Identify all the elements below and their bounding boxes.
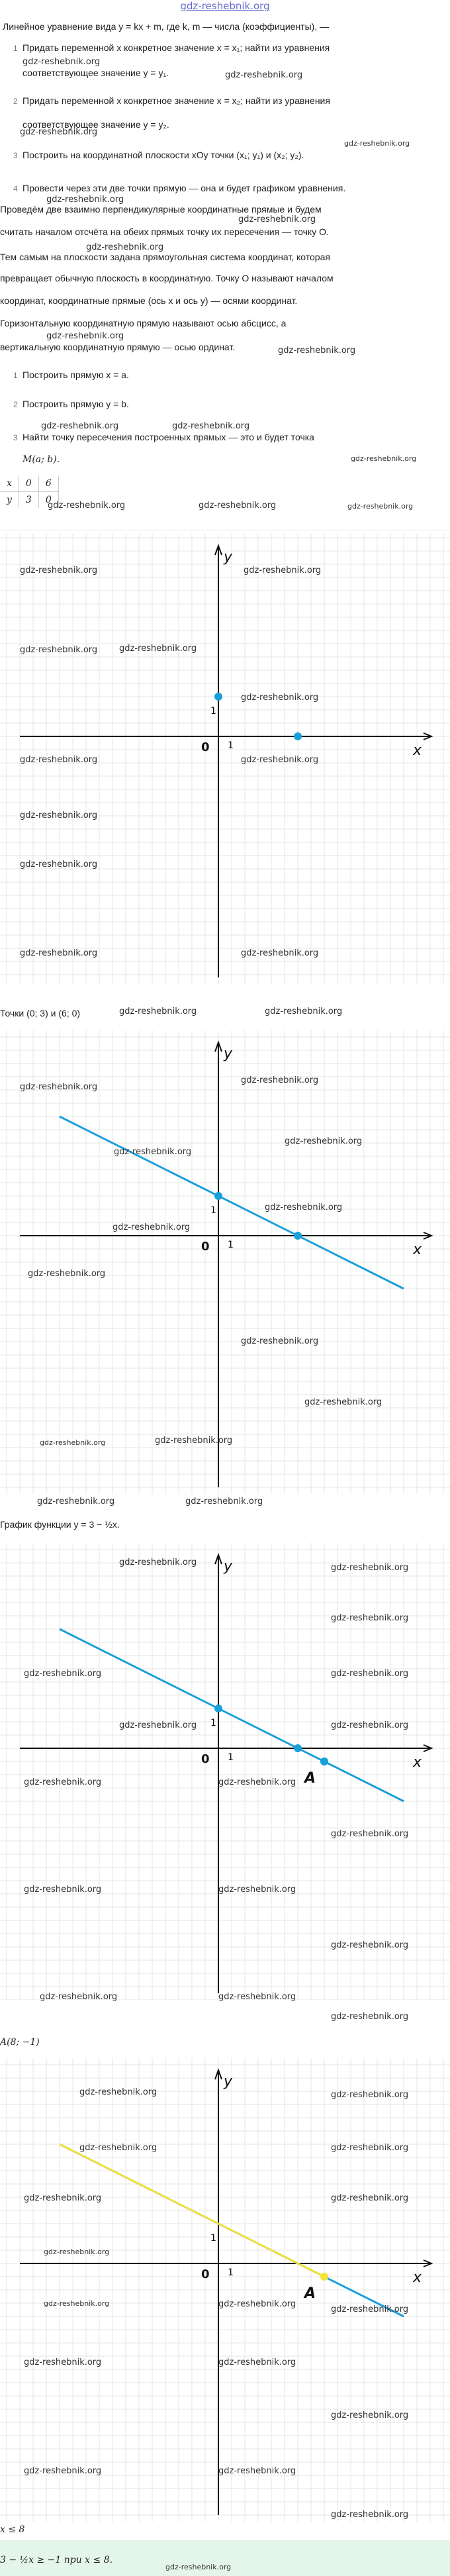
watermark: gdz-reshebnik.org bbox=[218, 2299, 296, 2309]
caption-point-a: A(8; −1) bbox=[0, 2037, 40, 2048]
watermark: gdz-reshebnik.org bbox=[165, 2563, 232, 2571]
data-point bbox=[214, 1705, 222, 1712]
answer-statement: 3 − ½x ≥ −1 при x ≤ 8. bbox=[0, 2555, 113, 2565]
site-watermark-link[interactable]: gdz-reshebnik.org bbox=[180, 0, 270, 12]
grid-lines bbox=[0, 1543, 450, 2000]
answer-inequality: x ≤ 8 bbox=[0, 2524, 25, 2535]
watermark: gdz-reshebnik.org bbox=[20, 811, 98, 820]
watermark: gdz-reshebnik.org bbox=[331, 1613, 409, 1623]
table-cell: 0 bbox=[38, 492, 58, 509]
watermark: gdz-reshebnik.org bbox=[304, 1397, 382, 1407]
origin-label: 0 bbox=[201, 1752, 210, 1766]
watermark: gdz-reshebnik.org bbox=[331, 2510, 409, 2520]
watermark: gdz-reshebnik.org bbox=[238, 215, 316, 224]
watermark: gdz-reshebnik.org bbox=[79, 2143, 158, 2153]
watermark: gdz-reshebnik.org bbox=[24, 1777, 102, 1787]
watermark: gdz-reshebnik.org bbox=[20, 948, 98, 958]
unit-label-x: 1 bbox=[228, 1240, 234, 1250]
step-number: 1 bbox=[13, 44, 18, 53]
watermark: gdz-reshebnik.org bbox=[285, 1136, 363, 1146]
point-a bbox=[320, 1758, 328, 1765]
point-a-label: A bbox=[304, 2285, 316, 2302]
watermark: gdz-reshebnik.org bbox=[20, 755, 98, 765]
watermark: gdz-reshebnik.org bbox=[331, 2410, 409, 2420]
step-4-text: Провести через эти две точки прямую — она и будет графиком уравнения. bbox=[22, 183, 346, 193]
watermark: gdz-reshebnik.org bbox=[241, 693, 319, 703]
y-axis-label: y bbox=[224, 549, 233, 566]
unit-label-y: 1 bbox=[210, 1718, 216, 1728]
watermark: gdz-reshebnik.org bbox=[218, 1992, 296, 2002]
watermark: gdz-reshebnik.org bbox=[218, 2357, 296, 2367]
watermark: gdz-reshebnik.org bbox=[241, 948, 319, 958]
step-1-text-cont: соответствующее значение y = y₁. bbox=[22, 68, 169, 78]
watermark: gdz-reshebnik.org bbox=[20, 860, 98, 869]
watermark: gdz-reshebnik.org bbox=[46, 331, 124, 341]
algorithm-step-3-cont: M(a; b). bbox=[22, 454, 60, 465]
watermark: gdz-reshebnik.org bbox=[241, 1336, 319, 1346]
watermark: gdz-reshebnik.org bbox=[241, 1075, 319, 1085]
data-point bbox=[294, 1744, 302, 1752]
watermark: gdz-reshebnik.org bbox=[172, 421, 250, 431]
watermark: gdz-reshebnik.org bbox=[24, 2193, 102, 2203]
table-cell: y bbox=[0, 492, 19, 509]
x-axis-label: x bbox=[413, 742, 422, 759]
y-axis-label: y bbox=[224, 1046, 233, 1062]
step-number: 1 bbox=[13, 371, 18, 380]
watermark: gdz-reshebnik.org bbox=[331, 2143, 409, 2153]
data-point bbox=[214, 693, 222, 701]
graph-line bbox=[0, 1030, 450, 1494]
table-cell: x bbox=[0, 475, 19, 492]
watermark: gdz-reshebnik.org bbox=[24, 2357, 102, 2367]
watermark: gdz-reshebnik.org bbox=[44, 2299, 110, 2308]
watermark: gdz-reshebnik.org bbox=[331, 1720, 409, 1730]
origin-label: 0 bbox=[201, 1240, 210, 1254]
step-3-text: Построить на координатной плоскости xOy точки (x₁; y₁) и (x₂; y₂). bbox=[22, 150, 304, 160]
watermark: gdz-reshebnik.org bbox=[112, 1222, 191, 1232]
unit-label-y: 1 bbox=[210, 1205, 216, 1216]
watermark: gdz-reshebnik.org bbox=[20, 566, 98, 575]
watermark: gdz-reshebnik.org bbox=[41, 421, 119, 431]
algorithm-step-2: Построить прямую y = b. bbox=[22, 399, 129, 409]
watermark: gdz-reshebnik.org bbox=[119, 1007, 197, 1016]
watermark: gdz-reshebnik.org bbox=[24, 2466, 102, 2476]
watermark: gdz-reshebnik.org bbox=[218, 2466, 296, 2476]
table-cell: 3 bbox=[19, 492, 38, 509]
step-number: 3 bbox=[13, 151, 18, 160]
watermark: gdz-reshebnik.org bbox=[44, 2248, 110, 2256]
caption-points: Точки (0; 3) и (6; 0) bbox=[0, 1008, 81, 1018]
step-number: 3 bbox=[13, 433, 18, 442]
point-a bbox=[320, 2273, 328, 2281]
watermark: gdz-reshebnik.org bbox=[347, 502, 414, 511]
algorithm-step-3: Найти точку пересечения построенных прямых — это и будет точка bbox=[22, 432, 314, 442]
watermark: gdz-reshebnik.org bbox=[344, 139, 410, 148]
paragraph-axes-cont: считать началом отсчёта на обеих прямых точку их пересечения — точку O. bbox=[0, 226, 329, 237]
table-row bbox=[0, 475, 58, 492]
caption-function: График функции y = 3 − ½x. bbox=[0, 1519, 120, 1530]
point-a-label: A bbox=[304, 1770, 316, 1787]
y-axis-label: y bbox=[224, 2073, 233, 2090]
watermark: gdz-reshebnik.org bbox=[331, 1940, 409, 1950]
watermark: gdz-reshebnik.org bbox=[351, 454, 417, 463]
watermark: gdz-reshebnik.org bbox=[86, 242, 164, 252]
watermark: gdz-reshebnik.org bbox=[24, 1885, 102, 1895]
watermark: gdz-reshebnik.org bbox=[331, 2090, 409, 2100]
paragraph-system-cont: превращает обычную плоскость в координатную. Точку O называют началом bbox=[0, 273, 334, 283]
watermark: gdz-reshebnik.org bbox=[185, 1497, 263, 1507]
data-point bbox=[214, 1192, 222, 1200]
grid-lines bbox=[0, 2058, 450, 2522]
watermark: gdz-reshebnik.org bbox=[119, 1558, 197, 1567]
unit-label-y: 1 bbox=[210, 2233, 216, 2244]
table-cell: 0 bbox=[19, 475, 38, 492]
unit-label-y: 1 bbox=[210, 706, 216, 717]
unit-label-x: 1 bbox=[228, 2267, 234, 2278]
watermark: gdz-reshebnik.org bbox=[265, 1203, 343, 1213]
paragraph-system-cont2: координат, координатные прямые (ось x и ось y) — осями координат. bbox=[0, 295, 298, 306]
watermark: gdz-reshebnik.org bbox=[155, 1436, 233, 1446]
paragraph-system: Тем самым на плоскости задана прямоугольная система координат, которая bbox=[0, 252, 330, 262]
watermark: gdz-reshebnik.org bbox=[199, 501, 277, 511]
x-axis-label: x bbox=[413, 2269, 422, 2286]
watermark: gdz-reshebnik.org bbox=[331, 1669, 409, 1679]
grid-lines bbox=[0, 1030, 450, 1494]
watermark: gdz-reshebnik.org bbox=[114, 1147, 192, 1157]
watermark: gdz-reshebnik.org bbox=[40, 1438, 106, 1447]
watermark: gdz-reshebnik.org bbox=[218, 1885, 296, 1895]
watermark: gdz-reshebnik.org bbox=[331, 1829, 409, 1839]
watermark: gdz-reshebnik.org bbox=[331, 2012, 409, 2022]
watermark: gdz-reshebnik.org bbox=[225, 70, 303, 80]
graph-inequality bbox=[0, 2058, 450, 2522]
unit-label-x: 1 bbox=[228, 740, 234, 751]
data-point bbox=[294, 732, 302, 740]
unit-label-x: 1 bbox=[228, 1752, 234, 1763]
watermark: gdz-reshebnik.org bbox=[331, 2304, 409, 2314]
algorithm-step-1: Построить прямую x = a. bbox=[22, 370, 129, 380]
step-number: 4 bbox=[13, 184, 18, 193]
watermark: gdz-reshebnik.org bbox=[331, 1563, 409, 1573]
watermark: gdz-reshebnik.org bbox=[28, 1269, 106, 1279]
x-axis-label: x bbox=[413, 1242, 422, 1258]
table-cell: 6 bbox=[38, 475, 58, 492]
step-number: 2 bbox=[13, 97, 18, 106]
watermark: gdz-reshebnik.org bbox=[244, 566, 322, 575]
y-axis-label: y bbox=[224, 1558, 233, 1575]
watermark: gdz-reshebnik.org bbox=[331, 2193, 409, 2203]
step-2-text-cont: соответствующее значение y = y₂. bbox=[22, 119, 169, 130]
watermark: gdz-reshebnik.org bbox=[20, 1082, 98, 1092]
watermark: gdz-reshebnik.org bbox=[46, 195, 124, 205]
watermark: gdz-reshebnik.org bbox=[37, 1497, 115, 1507]
paragraph-axes: Проведём две взаимно перпендикулярные координатные прямые и будем bbox=[0, 204, 322, 215]
watermark: gdz-reshebnik.org bbox=[40, 1992, 118, 2002]
paragraph-abscissa: Горизонтальную координатную прямую называют осью абсцисс, а bbox=[0, 318, 287, 328]
origin-label: 0 bbox=[201, 2267, 210, 2281]
watermark: gdz-reshebnik.org bbox=[24, 1669, 102, 1679]
x-axis-label: x bbox=[413, 1754, 422, 1771]
watermark: gdz-reshebnik.org bbox=[119, 1720, 197, 1730]
watermark: gdz-reshebnik.org bbox=[218, 1777, 296, 1787]
watermark: gdz-reshebnik.org bbox=[48, 501, 126, 511]
data-point bbox=[294, 1232, 302, 1240]
watermark: gdz-reshebnik.org bbox=[79, 2087, 158, 2097]
step-number: 2 bbox=[13, 400, 18, 409]
watermark: gdz-reshebnik.org bbox=[278, 346, 356, 356]
origin-label: 0 bbox=[201, 740, 210, 754]
step-2-text: Придать переменной x конкретное значение x = x₂; найти из уравнения bbox=[22, 95, 330, 106]
paragraph-ordinate: вертикальную координатную прямую — осью ординат. bbox=[0, 342, 236, 352]
watermark: gdz-reshebnik.org bbox=[20, 127, 98, 137]
step-1-text: Придать переменной x конкретное значение x = x₁; найти из уравнения bbox=[22, 42, 330, 53]
graph-point-a bbox=[0, 1543, 450, 2000]
watermark: gdz-reshebnik.org bbox=[241, 755, 319, 765]
watermark: gdz-reshebnik.org bbox=[20, 645, 98, 655]
watermark: gdz-reshebnik.org bbox=[22, 57, 101, 67]
watermark: gdz-reshebnik.org bbox=[119, 644, 197, 654]
intro-text: Линейное уравнение вида y = kx + m, где k, m — числа (коэффициенты), — bbox=[3, 21, 330, 32]
watermark: gdz-reshebnik.org bbox=[265, 1007, 343, 1016]
